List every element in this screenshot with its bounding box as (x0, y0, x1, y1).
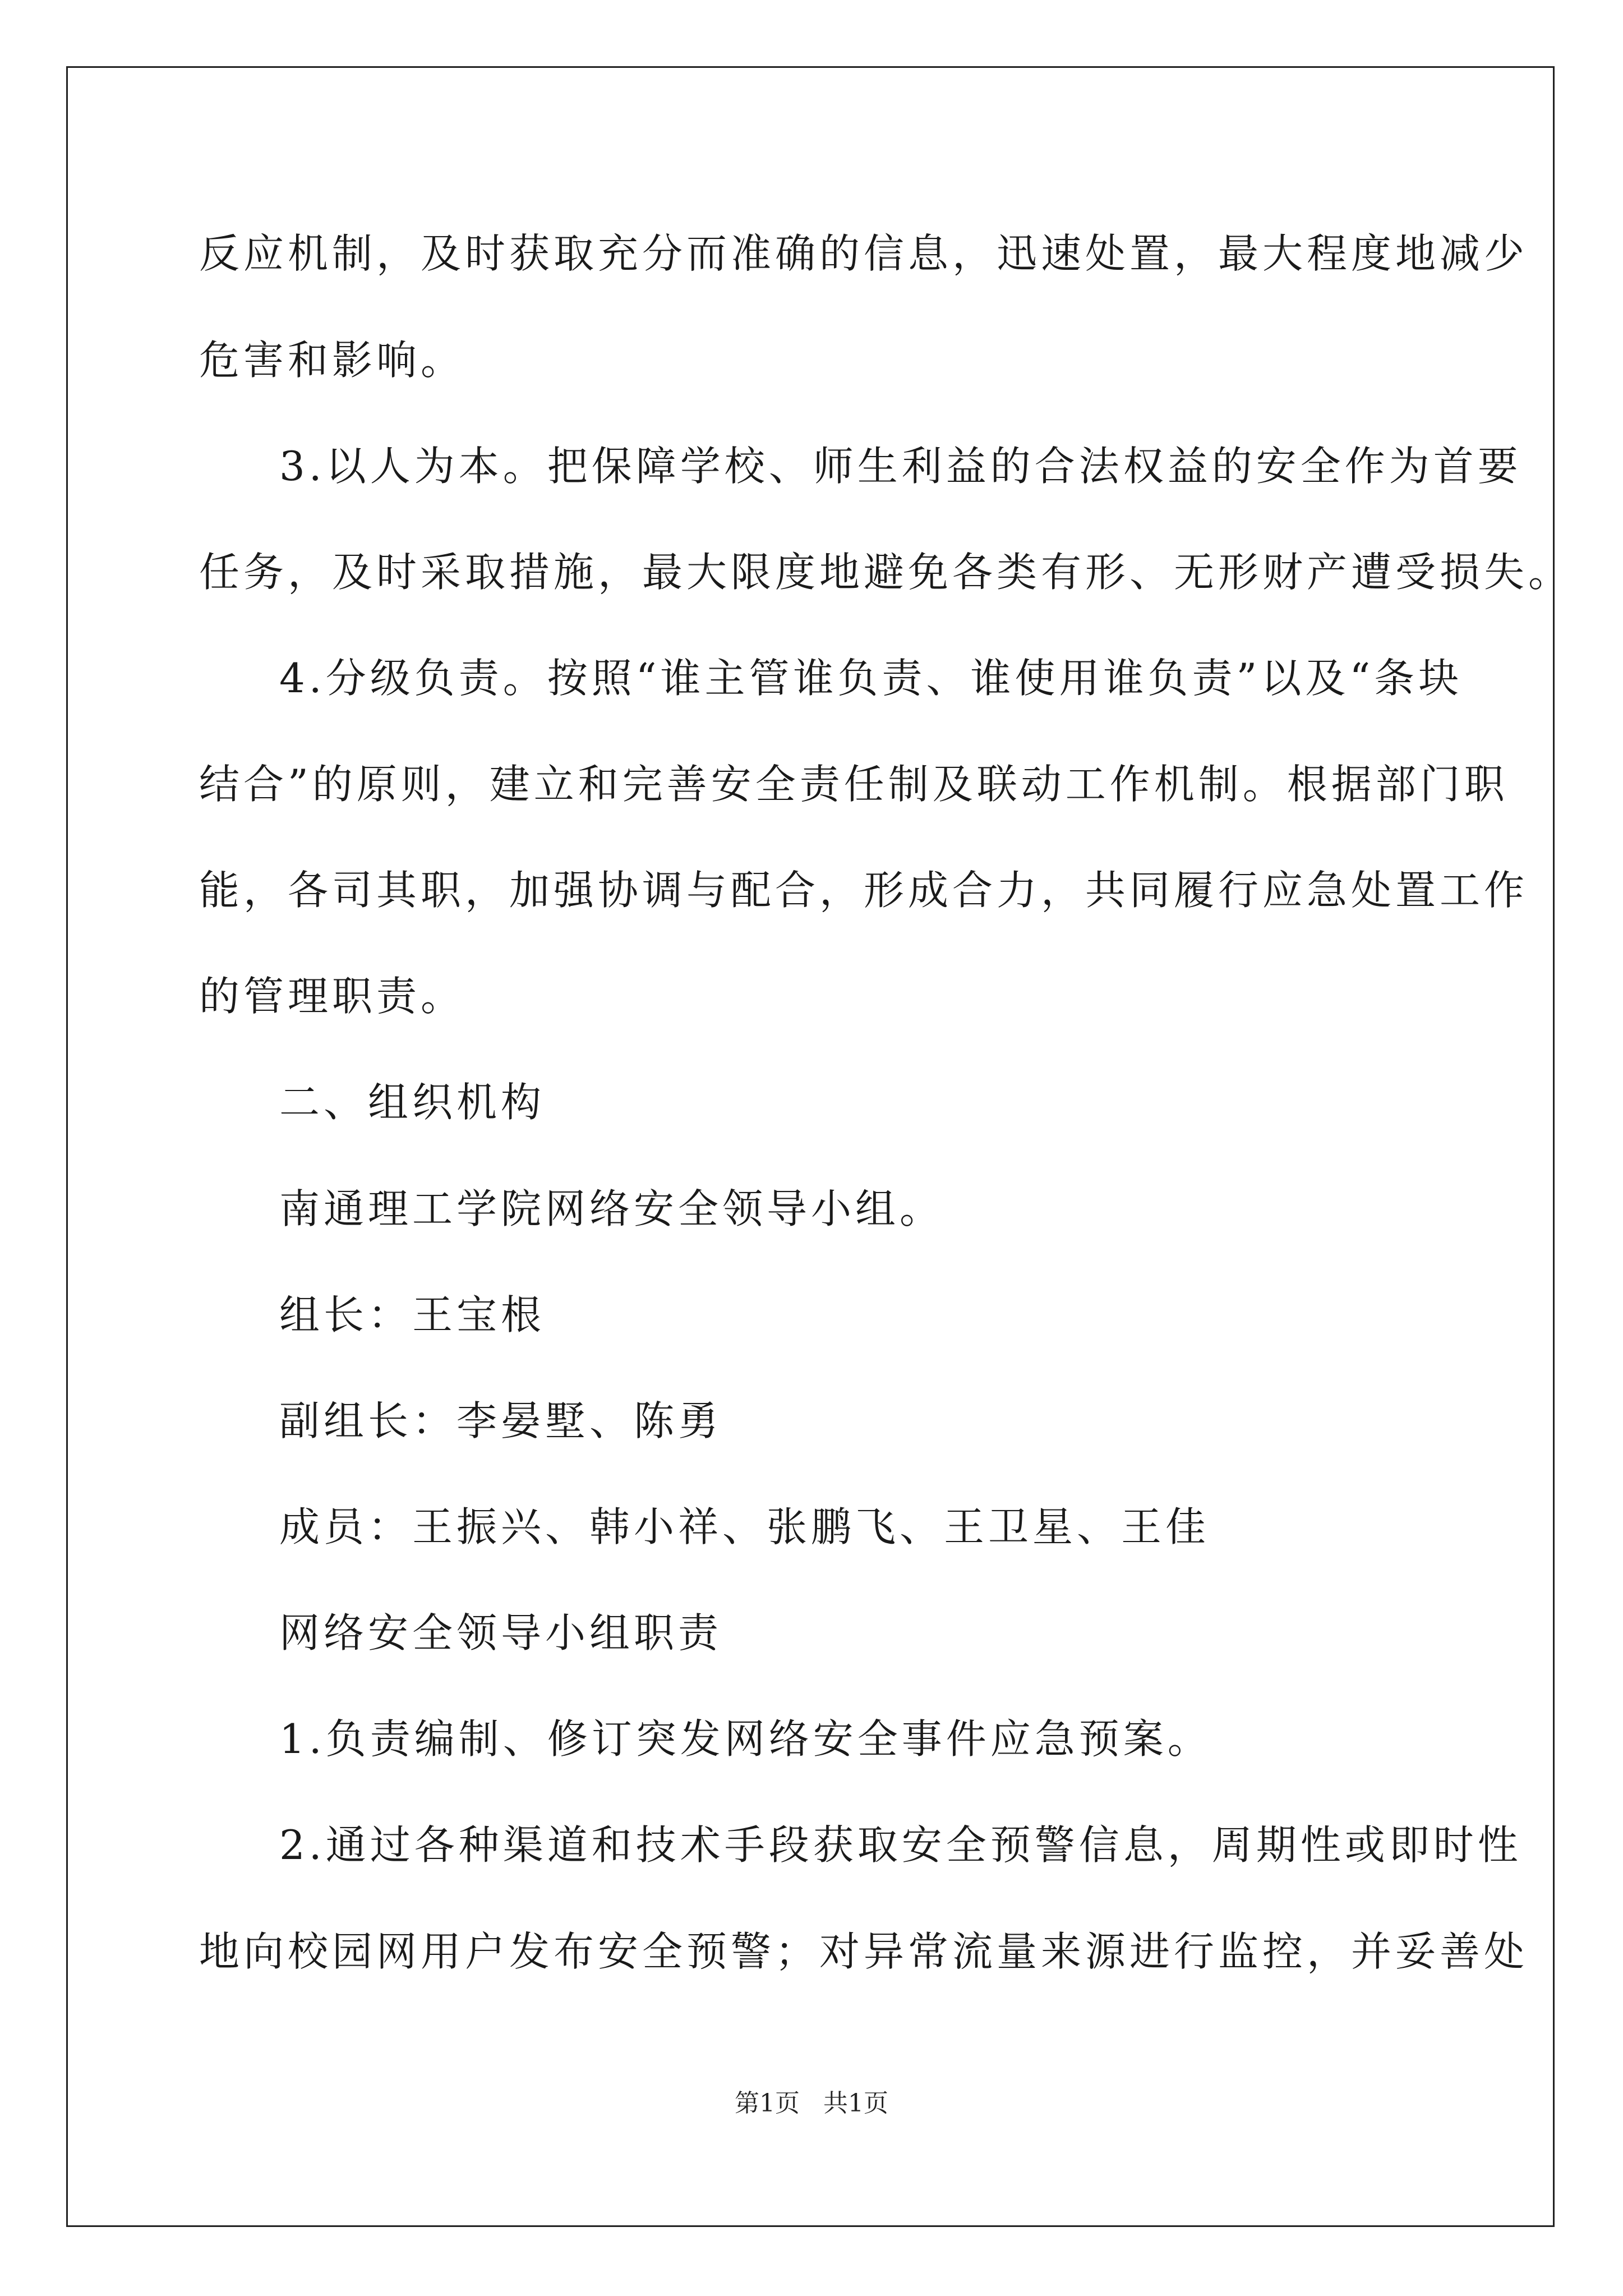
text-line-15: 1.负责编制、修订突发网络安全事件应急预案。 (279, 1715, 1212, 1763)
text-line-8: 的管理职责。 (199, 973, 465, 1020)
text-line-13: 成员：王振兴、韩小祥、张鹏飞、王卫星、王佳 (279, 1503, 1210, 1550)
section-heading: 二、组织机构 (279, 1079, 546, 1126)
text-line-16: 2.通过各种渠道和技术手段获取安全预警信息，周期性或即时性 (279, 1821, 1522, 1869)
text-line-17: 地向校园网用户发布安全预警；对异常流量来源进行监控，并妥善处 (199, 1928, 1529, 1975)
text-line-1: 反应机制，及时获取充分而准确的信息，迅速处置，最大程度地减少 (199, 230, 1529, 277)
text-line-14: 网络安全领导小组职责 (279, 1609, 723, 1657)
page-border (66, 66, 1555, 2227)
text-line-7: 能，各司其职，加强协调与配合，形成合力，共同履行应急处置工作 (199, 867, 1529, 914)
text-line-10: 南通理工学院网络安全领导小组。 (279, 1185, 944, 1232)
text-line-4: 任务，及时采取措施，最大限度地避免各类有形、无形财产遭受损失。 (199, 549, 1573, 596)
text-line-6: 结合”的原则，建立和完善安全责任制及联动工作机制。根据部门职 (199, 761, 1509, 808)
text-line-5: 4.分级负责。按照“谁主管谁负责、谁使用谁负责”以及“条块 (279, 655, 1463, 702)
text-line-3: 3.以人为本。把保障学校、师生利益的合法权益的安全作为首要 (279, 443, 1522, 490)
page-footer: 第1页 共1页 (735, 2089, 888, 2118)
text-line-11: 组长：王宝根 (279, 1291, 546, 1338)
text-line-2: 危害和影响。 (199, 337, 465, 384)
text-line-12: 副组长：李晏墅、陈勇 (279, 1397, 723, 1444)
